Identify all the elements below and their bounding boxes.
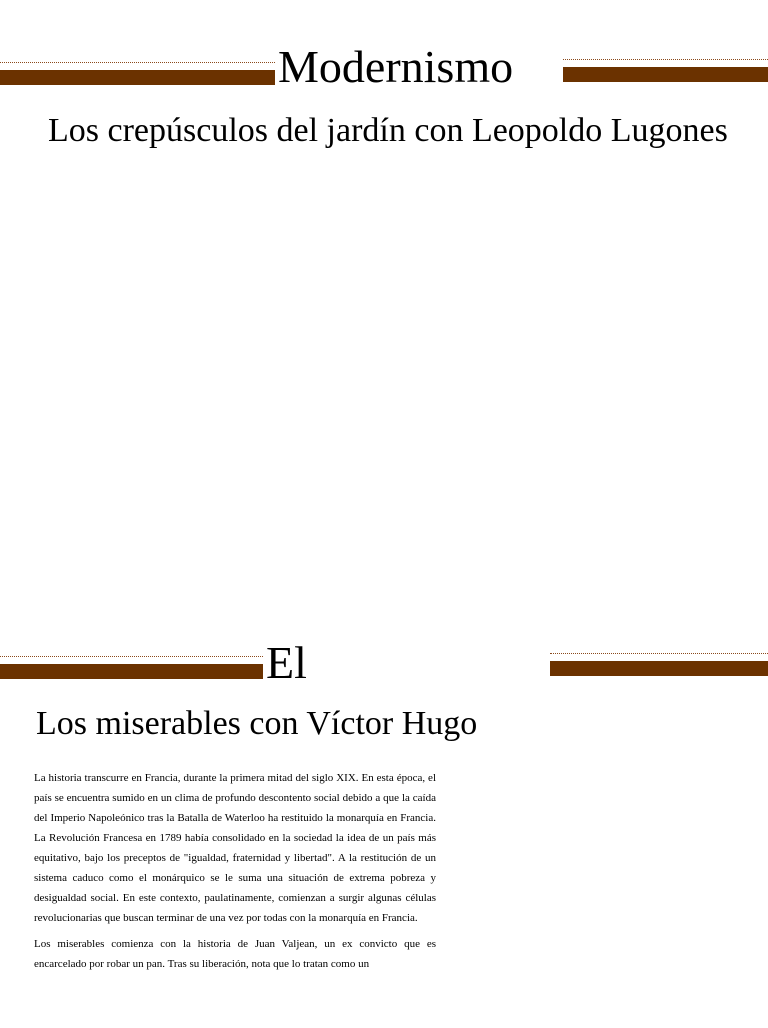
slide-title: El [266,637,307,688]
accent-bar-right [563,67,768,82]
body-text [34,768,436,1028]
slide-los-miserables [0,600,768,1024]
paragraph: Los miserables comienza con la historia de Juan Valjean, un ex convicto que es encarcelado por robar un pan. Tras su liberación, nota que lo tratan como un [34,938,436,970]
paragraph: La historia transcurre en Francia, durante la primera mitad del siglo XIX. En esta época, el país se encuentra sumido en un clima de profundo descontento social debido a que la caída del Imperio Napoleónico tras la Batalla de Waterloo ha restituido la monarquía en Francia. La Revolución Francesa en 1789 había consolidado en la sociedad la idea de un país más equitativo, bajo los preceptos de "igualdad, fraternidad y libertad". A la restitución de un sistema caduco como el monárquico se le suma una situación de extrema pobreza y desigualdad social. En este contexto, paulatinamente, comienzan a surgir algunas células revolucionarias que buscan terminar de una vez por todas con la monarquía en Francia. [34,772,436,924]
dotted-rule-left [0,656,263,657]
slide-subtitle: Los crepúsculos del jardín con Leopoldo Lugones [48,112,728,149]
dotted-rule-right [563,59,768,60]
accent-bar-left [0,70,275,85]
dotted-rule-right [550,653,768,654]
accent-bar-left [0,664,263,679]
slide-title: Modernismo [278,41,514,92]
slide-subtitle: Los miserables con Víctor Hugo [36,705,478,742]
dotted-rule-left [0,62,275,63]
accent-bar-right [550,661,768,676]
